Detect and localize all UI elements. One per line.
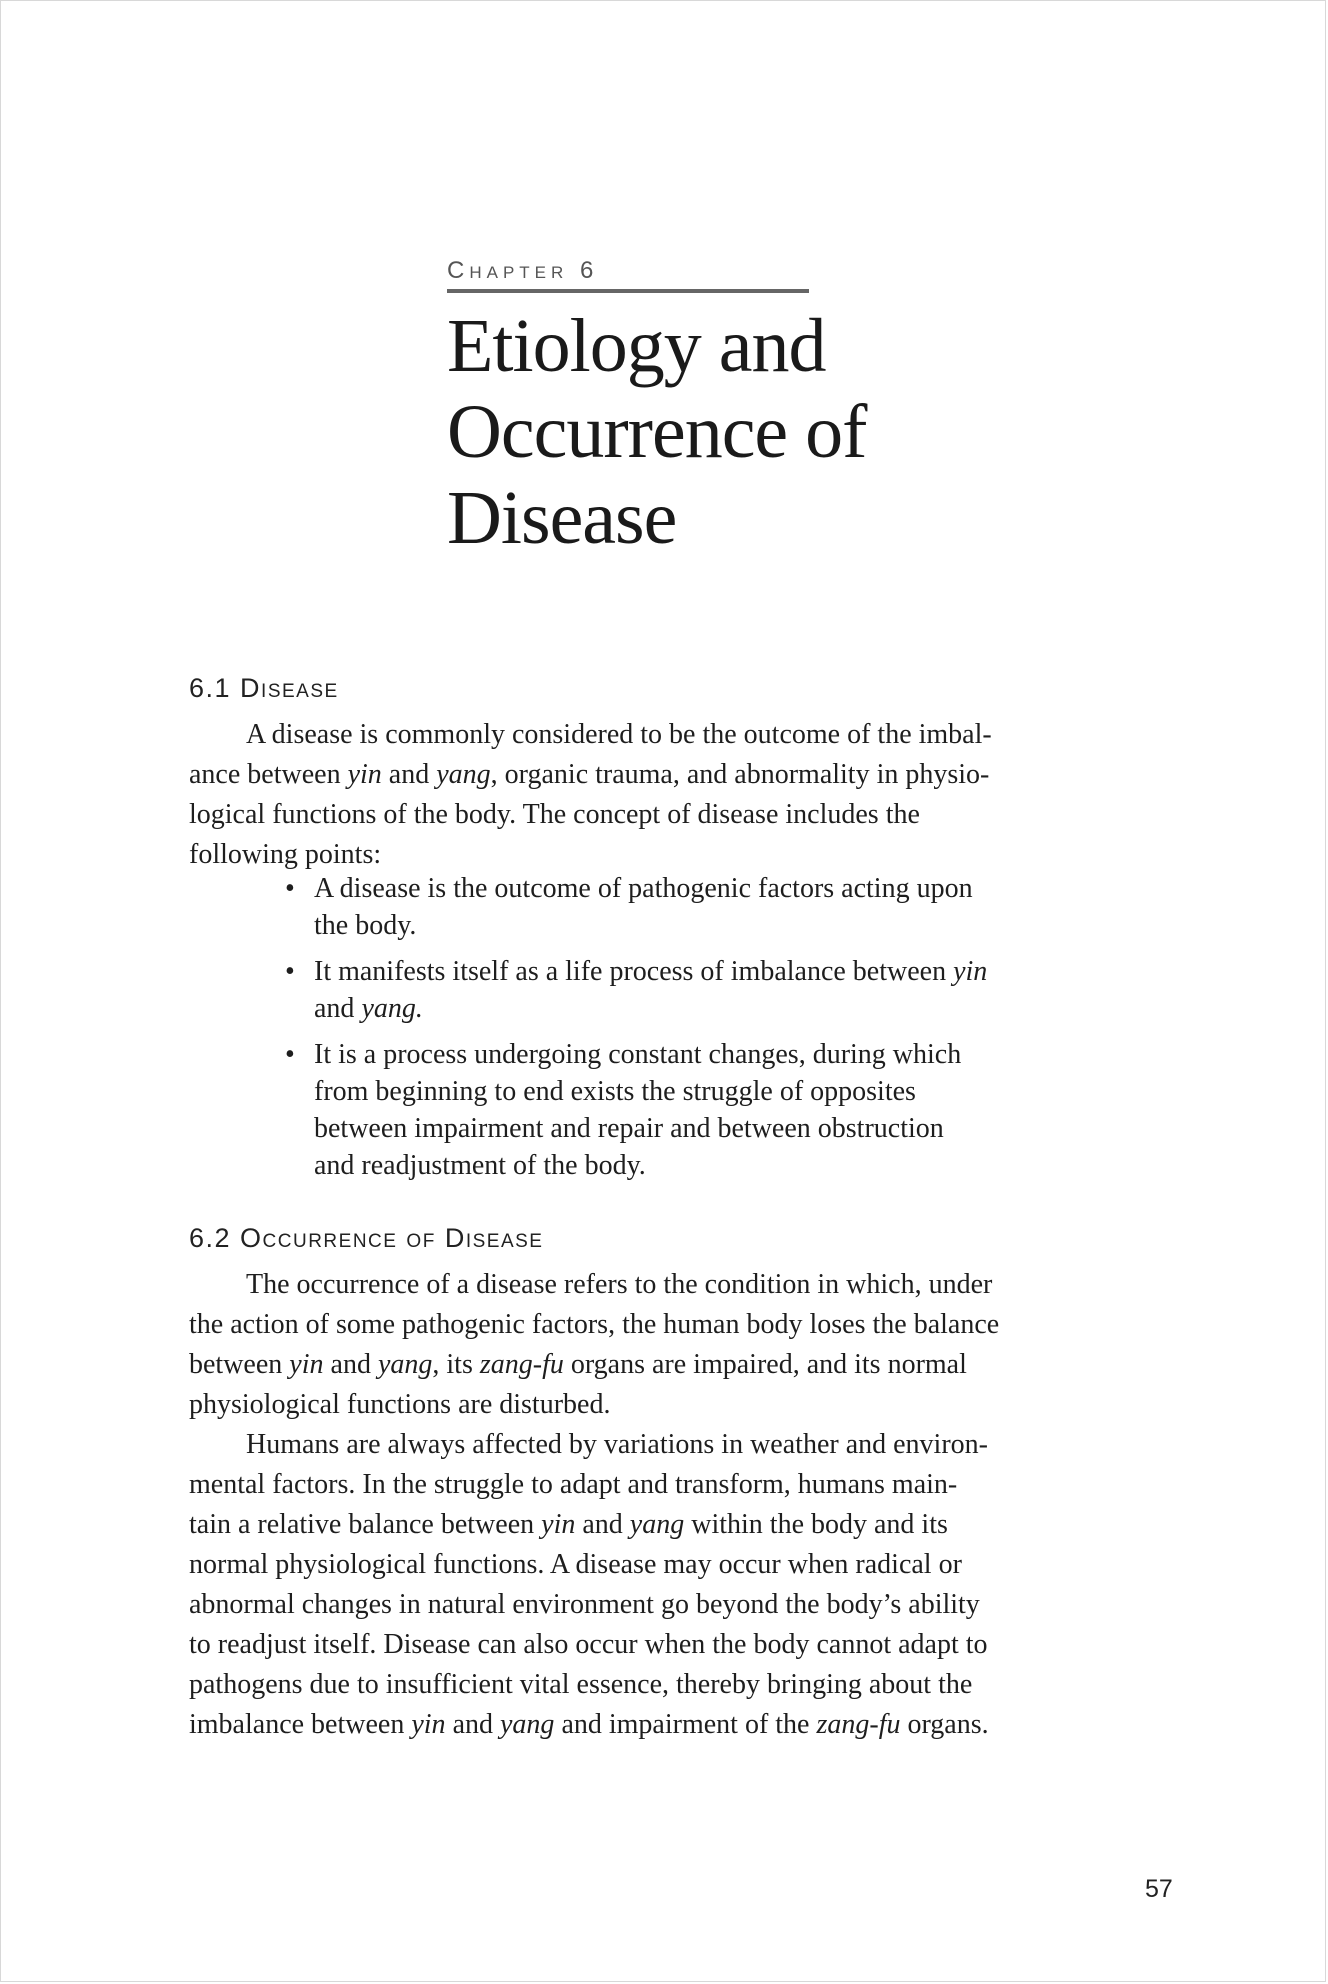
section1-bullet-list [285, 870, 1145, 1193]
italic-term: yin [289, 1349, 324, 1380]
bullet-icon: • [285, 1039, 295, 1070]
text-line: The occurrence of a disease refers to the condition in which, under [246, 1269, 993, 1300]
text-line: abnormal changes in natural environment go beyond the body’s ability [189, 1589, 980, 1620]
text-line: normal physiological functions. A disease may occur when radical or [189, 1549, 962, 1580]
italic-term: zang-fu [816, 1709, 901, 1740]
text-line: between impairment and repair and between obstruction [314, 1113, 944, 1144]
italic-term: yin [411, 1709, 446, 1740]
text-line: mental factors. In the struggle to adapt and transform, humans main- [189, 1469, 958, 1500]
text-line: A disease is commonly considered to be the outcome of the imbal- [246, 719, 992, 750]
text-line: imbalance between yin and yang and impairment of the zang-fu organs. [189, 1709, 989, 1740]
chapter-title [447, 303, 1147, 561]
text-line: to readjust itself. Disease can also occur when the body cannot adapt to [189, 1629, 988, 1660]
text-line: and yang. [314, 993, 423, 1024]
text-line: A disease is the outcome of pathogenic factors acting upon [314, 873, 973, 904]
text-line: It is a process undergoing constant changes, during which [314, 1039, 962, 1070]
bullet-icon: • [285, 873, 295, 904]
italic-term: yang [377, 1349, 433, 1380]
chapter-label: Chapter 6 [447, 257, 809, 293]
text-line: from beginning to end exists the struggle of opposites [314, 1076, 916, 1107]
bullet-item [285, 1036, 1145, 1184]
page-number: 57 [1145, 1875, 1173, 1903]
text-line: logical functions of the body. The concept of disease includes the [189, 799, 920, 830]
text-line: the action of some pathogenic factors, the human body loses the balance [189, 1309, 1000, 1340]
section-heading-occurrence: 6.2 Occurrence of Disease [189, 1223, 544, 1253]
italic-term: yin [347, 759, 382, 790]
section2-paragraph-1 [189, 1265, 1179, 1425]
bullet-item [285, 870, 1145, 944]
bullet-icon: • [285, 956, 295, 987]
text-line: ance between yin and yang, organic trauma, and abnormality in physio- [189, 759, 990, 790]
italic-term: yin [541, 1509, 576, 1540]
italic-term: zang-fu [479, 1349, 564, 1380]
text-line: Humans are always affected by variations in weather and environ- [246, 1429, 988, 1460]
text-line: following points: [189, 839, 382, 870]
text-line: physiological functions are disturbed. [189, 1389, 611, 1420]
text-line: and readjustment of the body. [314, 1150, 646, 1181]
bullet-item [285, 953, 1145, 1027]
text-line: pathogens due to insufficient vital essence, thereby bringing about the [189, 1669, 973, 1700]
section-heading-disease: 6.1 Disease [189, 673, 339, 703]
section1-paragraph [189, 715, 1179, 875]
italic-term: yang [629, 1509, 685, 1540]
italic-term: yang [500, 1709, 555, 1740]
italic-term: yin [953, 956, 988, 987]
text-line: It manifests itself as a life process of imbalance between yin [314, 956, 988, 987]
text-line: the body. [314, 910, 417, 941]
text-line: between yin and yang, its zang-fu organs are impaired, and its normal [189, 1349, 967, 1380]
section2-paragraph-2 [189, 1425, 1179, 1745]
chapter-title-line: Occurrence of [447, 390, 867, 474]
chapter-title-line: Etiology and [447, 304, 826, 388]
chapter-title-line: Disease [447, 476, 677, 560]
text-line: tain a relative balance between yin and yang within the body and its [189, 1509, 948, 1540]
italic-term: yang [436, 759, 491, 790]
italic-term: yang. [361, 993, 423, 1024]
